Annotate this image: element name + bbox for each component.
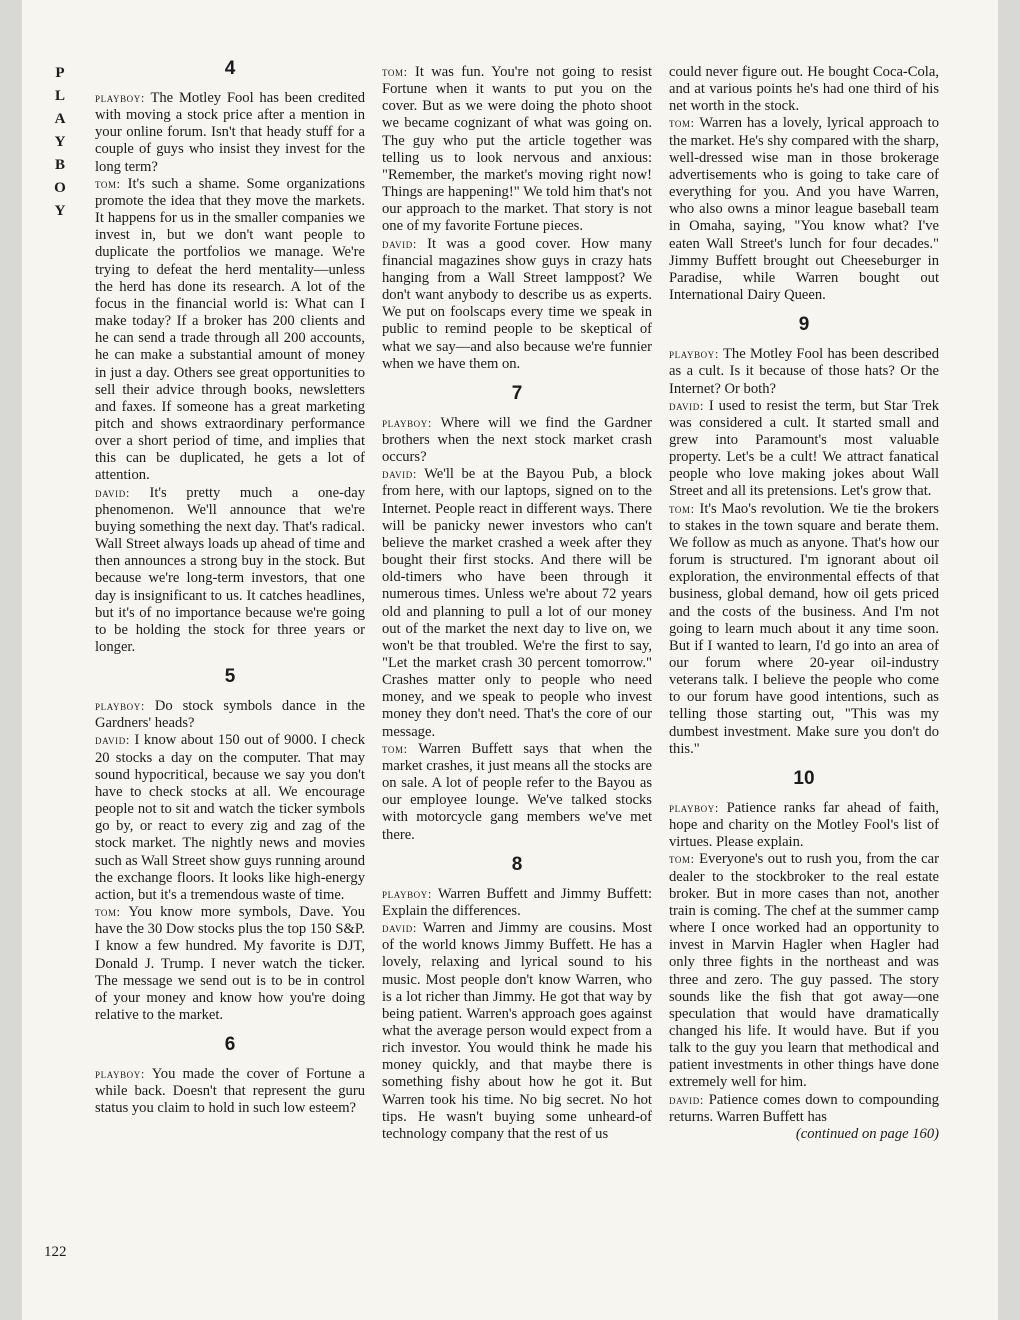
interview-paragraph <box>669 851 939 1091</box>
interview-paragraph <box>382 415 652 466</box>
paragraph-text: I used to resist the term, but Star Trek was considered a cult. It started small and grew into Paramount's most valuable property. Let's be a cult! We attract fanatical people who love making jokes about Wall Street and all its pretensions. Let's grow that. <box>669 397 939 500</box>
paragraph-text: Patience ranks far ahead of faith, hope and charity on the Motley Fool's list of virtues. Please explain. <box>669 799 939 851</box>
section-number: 5 <box>224 666 236 688</box>
text-column-3 <box>669 64 939 1143</box>
running-head-letter: Y <box>54 134 66 150</box>
speaker-label: playboy: <box>669 800 719 815</box>
interview-paragraph <box>95 732 365 904</box>
continued-note: (continued on page 160) <box>795 1125 939 1142</box>
section-number: 8 <box>511 853 523 875</box>
interview-paragraph <box>382 466 652 741</box>
text-column-1 <box>95 58 365 1118</box>
speaker-label: david: <box>95 485 130 500</box>
running-head-letter: P <box>55 65 65 81</box>
speaker-label: david: <box>382 467 417 482</box>
speaker-label: playboy: <box>95 91 145 105</box>
paragraph-text: It's such a shame. Some organizations promote the idea that they move the markets. It happens for us in the smaller companies we invest in, but we don't want people to duplicate the portfolios we manage. We're trying to defeat the herd mentality—unless the herd has done its research. A lot of the focus in the financial world is: What can I make today? If a broker has 200 clients and he can send a trade through all 200 accounts, he can make a substantial amount of money in just a day. Others see great opportunities to sell their advice through books, newsletters and faxes. If someone has a great marketing pitch and shows extraordinary performance over a short period of time, and implies that this can be duplicated, he gets a lot of attention. <box>95 175 365 484</box>
interview-paragraph <box>382 920 652 1143</box>
interview-paragraph <box>669 64 939 115</box>
section-number: 4 <box>224 58 236 79</box>
interview-paragraph <box>382 236 652 373</box>
section-number: 6 <box>224 1034 236 1056</box>
paragraph-text: The Motley Fool has been credited with moving a stock price after a mention in your online forum. Isn't that heady stuff for a couple of guys who insist they invest for the long term? <box>95 90 365 175</box>
section-number: 10 <box>793 767 815 789</box>
running-head-letter: L <box>54 88 65 104</box>
paragraph-text: Warren and Jimmy are cousins. Most of the world knows Jimmy Buffett. He has a lovely, relaxing and lyrical sound to his music. Most people don't know Warren, who is a lot richer than Jimmy. He got that way by being patient. Warren's approach goes against what the average person would expect from a rich investor. You would think he made his money quickly, and that maybe there is something fishy about how he got it. But Warren took his time. No big secret. No hot tips. He wasn't buying some unheard-of technology company that the rest of us <box>382 920 652 1142</box>
paragraph-text: Where will we find the Gardner brothers when the next stock market crash occurs? <box>382 414 652 466</box>
speaker-label: david: <box>669 1092 704 1107</box>
paragraph-text: Patience comes down to compounding returns. Warren Buffett has <box>669 1091 939 1125</box>
speaker-label: tom: <box>95 905 121 920</box>
speaker-label: tom: <box>669 852 695 867</box>
interview-paragraph <box>382 64 652 236</box>
speaker-label: tom: <box>382 741 408 756</box>
paragraph-text: You made the cover of Fortune a while back. Doesn't that represent the guru status you claim to hold in such low esteem? <box>95 1066 365 1117</box>
running-head-letter: A <box>54 111 66 127</box>
interview-paragraph <box>669 501 939 758</box>
speaker-label: david: <box>382 236 417 251</box>
interview-paragraph <box>95 176 365 485</box>
section-number: 7 <box>511 382 523 404</box>
speaker-label: playboy: <box>669 347 719 362</box>
interview-paragraph <box>382 741 652 844</box>
section-number: 9 <box>798 314 810 336</box>
paragraph-text: Warren Buffett says that when the market crashes, it just means all the stocks are on sale. A lot of people refer to the Bayou as our employee lounge. We've talked stocks with motorcycle gang members we've met there. <box>382 740 652 843</box>
page-number: 122 <box>44 1244 67 1260</box>
speaker-label: tom: <box>95 176 121 191</box>
running-head-letter: O <box>54 180 66 196</box>
interview-paragraph <box>95 904 365 1024</box>
paragraph-text: You know more symbols, Dave. You have the 30 Dow stocks plus the top 150 S&P. I know a few hundred. My favorite is DJT, Donald J. Trump. I never watch the ticker. The message we send out is to be in control of your money and know how you're doing relative to the market. <box>95 904 365 1023</box>
speaker-label: tom: <box>669 501 695 516</box>
running-head <box>50 62 70 223</box>
paragraph-text: Warren Buffett and Jimmy Buffett: Explain the differences. <box>382 885 652 919</box>
interview-paragraph <box>669 800 939 851</box>
paragraph-text: Do stock symbols dance in the Gardners' heads? <box>95 698 365 732</box>
paragraph-text: The Motley Fool has been described as a cult. Is it because of those hats? Or the Internet? Or both? <box>669 346 939 397</box>
paragraph-text: Everyone's out to rush you, from the car dealer to the stockbroker to the real estate broker. But in more cases than not, another train is coming. The chef at the summer camp where I once worked had an opportunity to invest in Marvin Hagler when Hagler had only three fights in the northeast and was three and zero. The guy passed. The story sounds like the fish that got away—one speculation that would have dramatically changed his life. It would have. But if you talk to the guy you learn that methodical and patient investments in other things have done extremely well for him. <box>669 851 939 1091</box>
running-head-letter: Y <box>54 203 66 219</box>
running-head-letter: B <box>54 157 65 173</box>
paragraph-text: It was fun. You're not going to resist Fortune when it wants to put you on the cover. But as we were doing the photo shoot we became cognizant of what was going on. The guy who put the article together was telling us to look nervous and anxious: "Remember, the market's moving right now! Things are happening!" We told him that's not our approach to the market. That story is not one of my favorite Fortune pieces. <box>382 64 652 235</box>
paragraph-text: I know about 150 out of 9000. I check 20 stocks a day on the computer. That may sound hypocritical, because we say you don't have to check stocks at all. We encourage people not to sit and watch the ticker symbols go by, or react to every zig and zag of the stock market. The nightly news and movies such as Wall Street show guys running around the exchange floors. It looks like high-energy action, but it's a tremendous waste of time. <box>95 732 365 903</box>
interview-paragraph <box>95 90 365 176</box>
interview-paragraph <box>95 485 365 657</box>
interview-paragraph <box>669 1092 939 1126</box>
paragraph-text: It's Mao's revolution. We tie the brokers to stakes in the town square and berate them. We follow as much as anyone. That's how our forum is structured. I'm ignorant about oil exploration, the environmental effects of that business, global demand, how oil gets priced and the costs of the business. And I'm not going to learn much about it any time soon. But if I wanted to learn, I'd go into an area of our forum where 20-year oil-industry veterans talk. I believe the people who come to our forum have good intentions, such as telling those starting out, "This was my dumbest investment. Make sure you don't do this." <box>669 500 939 757</box>
speaker-label: playboy: <box>95 1067 145 1082</box>
interview-paragraph <box>669 346 939 397</box>
interview-paragraph <box>669 398 939 501</box>
speaker-label: playboy: <box>95 699 145 714</box>
speaker-label: david: <box>95 733 130 748</box>
paragraph-text: could never figure out. He bought Coca-Cola, and at various points he's had one third of his net worth in the stock. <box>669 64 939 115</box>
speaker-label: tom: <box>669 116 695 131</box>
speaker-label: tom: <box>382 65 408 79</box>
paragraph-text: It was a good cover. How many financial magazines show guys in crazy hats hanging from a Wall Street lamppost? We don't want anybody to describe us as experts. We put on foolscaps every time we speak in public to remind people to be skeptical of what we say—and also because we're funnier when we have them on. <box>382 235 652 372</box>
interview-paragraph <box>95 1066 365 1117</box>
paragraph-text: It's pretty much a one-day phenomenon. We'll announce that we're buying something the next day. That's radical. Wall Street always loads up ahead of time and then announces a strong buy in the stock. But because we're long-term investors, that one day is insignificant to us. It catches headlines, but it's of no importance because we're going to be holding the stock for three years or longer. <box>95 484 365 655</box>
paragraph-text: Warren has a lovely, lyrical approach to the market. He's shy compared with the sharp, well-dressed wise man in those brokerage advertisements who is going to take care of everything for you. And you have Warren, who also owns a minor league baseball team in Omaha, saying, "You know what? I've eaten Wall Street's lunch for four decades." Jimmy Buffett brought out Cheeseburger in Paradise, while Warren bought out International Dairy Queen. <box>669 115 939 304</box>
speaker-label: david: <box>382 921 417 936</box>
interview-paragraph <box>382 886 652 920</box>
interview-paragraph <box>669 115 939 304</box>
speaker-label: playboy: <box>382 886 432 901</box>
magazine-page <box>22 0 998 1320</box>
paragraph-text: We'll be at the Bayou Pub, a block from here, with our laptops, signed on to the Internet. People react in different ways. There will be panicky newer investors who can't believe the market crashed a week after they bought their first stocks. And there will be old-timers who have been through it numerous times. Unless we're about 72 years old and planning to pull a lot of our money out of the market the next day to live on, we won't be that troubled. We're the first to say, "Let the market crash 30 percent tomorrow." Crashes matter only to people who need money, and we speak to people who invest money they don't need. That's the core of our message. <box>382 466 652 740</box>
text-column-2 <box>382 64 652 1143</box>
speaker-label: david: <box>669 398 704 413</box>
interview-paragraph <box>95 698 365 732</box>
speaker-label: playboy: <box>382 415 432 430</box>
